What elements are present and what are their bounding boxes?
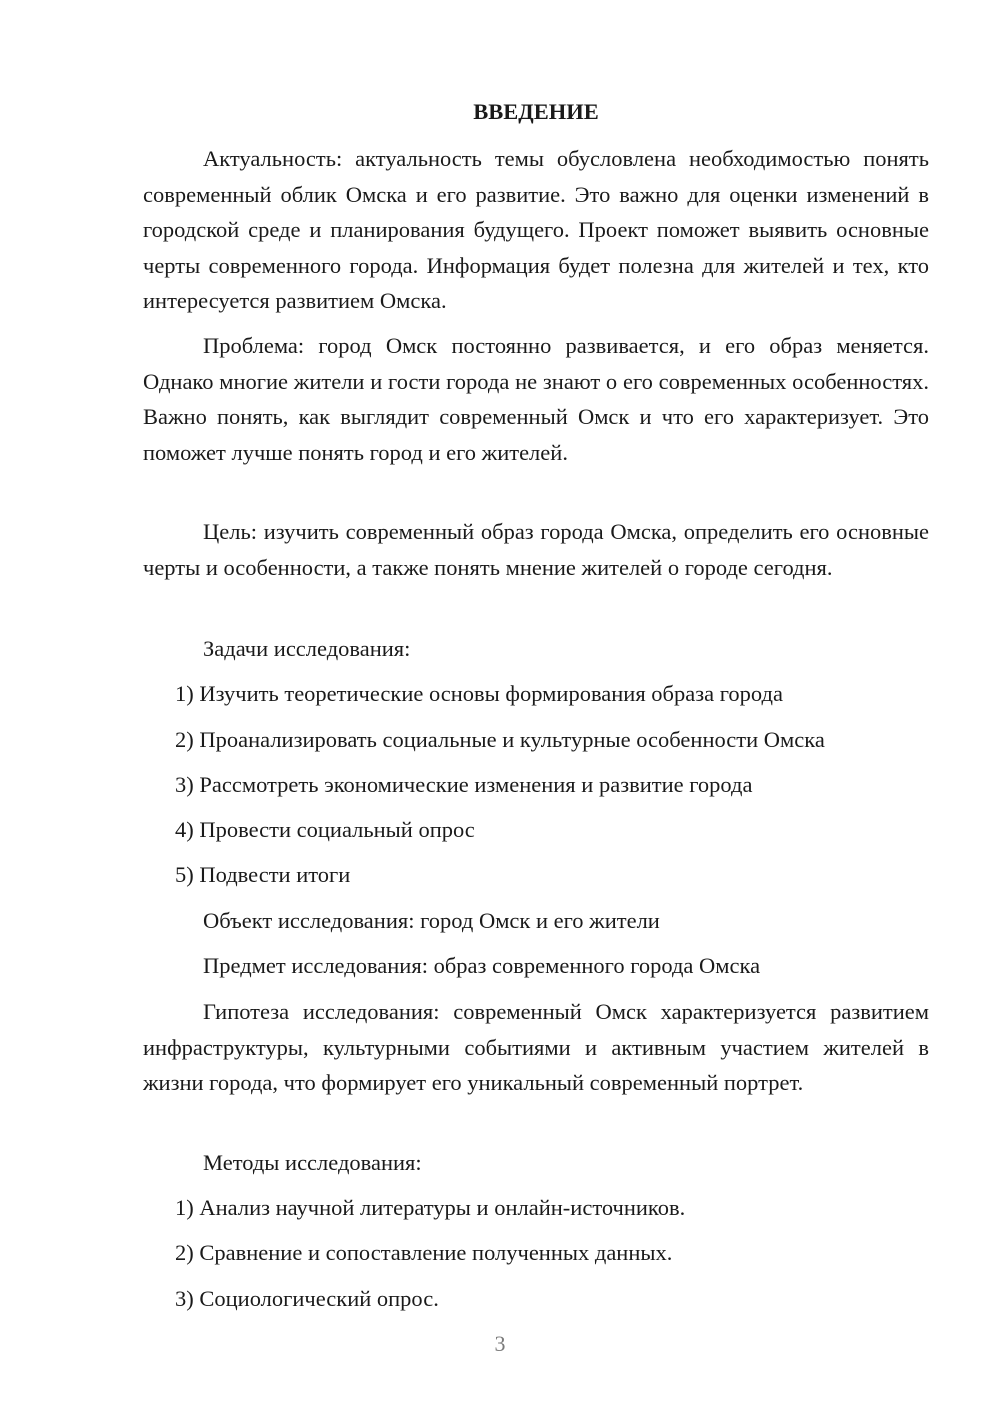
task-item-4: 4) Провести социальный опрос — [175, 817, 475, 842]
relevance-paragraph — [143, 141, 929, 319]
task-item-2: 2) Проанализировать социальные и культурные особенности Омска — [175, 727, 825, 752]
task-item — [143, 767, 929, 803]
problem-text: Проблема: город Омск постоянно развивается, и его образ меняется. Однако многие жители и гости города не знают о его современных особенностях. Важно понять, как выглядит современный Омск и что его характеризует. Это поможет лучше понять город и его жителей. — [143, 333, 929, 465]
method-item-2: 2) Сравнение и сопоставление полученных данных. — [175, 1240, 673, 1265]
hypothesis-paragraph — [143, 994, 929, 1101]
task-item-5: 5) Подвести итоги — [175, 862, 351, 887]
method-item-3: 3) Социологический опрос. — [175, 1286, 439, 1311]
research-subject: Предмет исследования: образ современного города Омска — [203, 953, 761, 978]
goal-text: Цель: изучить современный образ города Омска, определить его основные черты и особенности, а также понять мнение жителей о городе сегодня. — [143, 519, 929, 580]
tasks-heading-block — [143, 631, 929, 667]
methods-heading: Методы исследования: — [203, 1150, 422, 1175]
object-block — [143, 903, 929, 939]
task-item-1: 1) Изучить теоретические основы формирования образа города — [175, 681, 783, 706]
methods-heading-block — [143, 1145, 929, 1181]
goal-paragraph — [143, 514, 929, 585]
method-item — [143, 1235, 929, 1271]
method-item-1: 1) Анализ научной литературы и онлайн-источников. — [175, 1195, 686, 1220]
method-item — [143, 1281, 929, 1317]
page-heading: ВВЕДЕНИЕ — [473, 99, 599, 124]
tasks-heading: Задачи исследования: — [203, 636, 411, 661]
research-object: Объект исследования: город Омск и его жители — [203, 908, 660, 933]
task-item — [143, 676, 929, 712]
problem-paragraph — [143, 328, 929, 470]
method-item — [143, 1190, 929, 1226]
task-item — [143, 857, 929, 893]
subject-block — [143, 948, 929, 984]
hypothesis-text: Гипотеза исследования: современный Омск характеризуется развитием инфраструктуры, культурными событиями и активным участием жителей в жизни города, что формирует его уникальный современный портрет. — [143, 999, 929, 1095]
relevance-text: Актуальность: актуальность темы обусловлена необходимостью понять современный облик Омска и его развитие. Это важно для оценки изменений в городской среде и планирования будущего. Проект поможет выявить основные черты современного города. Информация будет полезна для жителей и тех, кто интересуется развитием Омска. — [143, 146, 929, 313]
page-number: 3 — [494, 1331, 506, 1356]
task-item — [143, 722, 929, 758]
task-item-3: 3) Рассмотреть экономические изменения и развитие города — [175, 772, 753, 797]
task-item — [143, 812, 929, 848]
